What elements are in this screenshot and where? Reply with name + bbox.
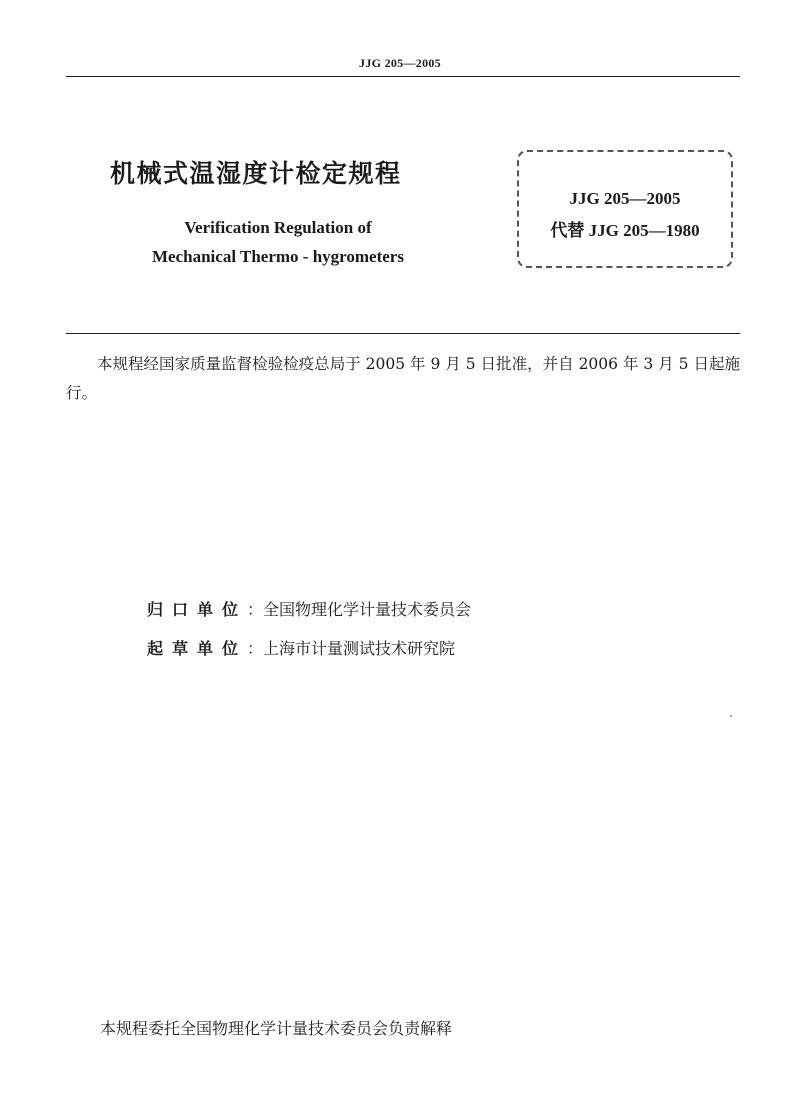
- replaces-standard: 代替 JJG 205—1980: [550, 221, 700, 240]
- standard-code: JJG 205—2005: [569, 189, 681, 208]
- unit-value: 上海市计量测试技术研究院: [263, 639, 456, 658]
- unit-row-drafting: [147, 636, 455, 659]
- header-rule: [66, 76, 740, 77]
- title-english-line-1: Verification Regulation of: [184, 218, 372, 237]
- section-rule: [66, 333, 740, 334]
- unit-value: 全国物理化学计量技术委员会: [263, 600, 472, 619]
- unit-row-responsible: [147, 597, 471, 620]
- unit-label: 归口单位: [147, 600, 248, 619]
- unit-colon: ：: [247, 639, 264, 658]
- unit-colon: ：: [247, 600, 264, 619]
- approval-paragraph: 本规程经国家质量监督检验检疫总局于 2005 年 9 月 5 日批准，并自 2006 年 3 月 5 日起施行。: [66, 355, 740, 402]
- standard-number-box: [517, 150, 733, 268]
- title-chinese: 机械式温湿度计检定规程: [110, 159, 402, 188]
- running-header: JJG 205—2005: [359, 56, 441, 70]
- footer-note: 本规程委托全国物理化学计量技术委员会负责解释: [100, 1019, 453, 1038]
- unit-label: 起草单位: [147, 639, 248, 658]
- scan-speck: [730, 715, 732, 717]
- title-english-line-2: Mechanical Thermo - hygrometers: [152, 247, 404, 266]
